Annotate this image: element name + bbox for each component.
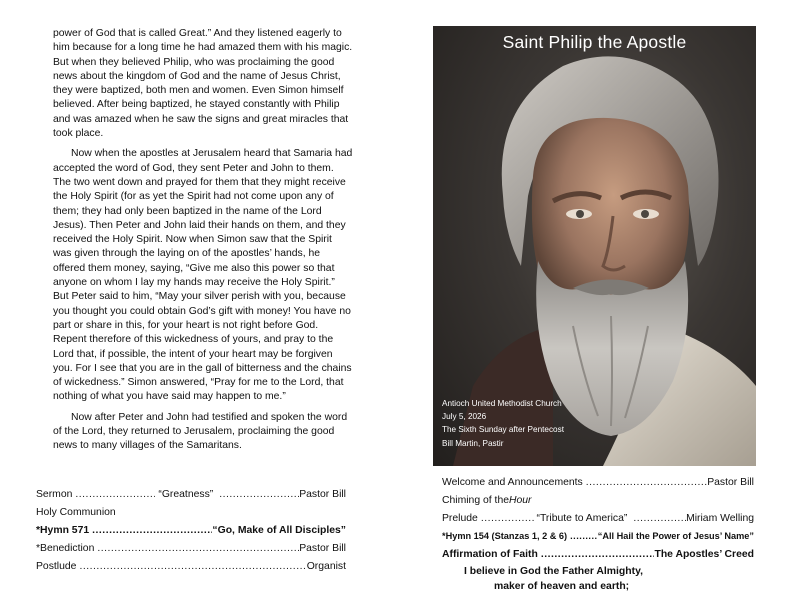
creed-line: I believe in God the Father Almighty, <box>464 566 643 577</box>
sermon-label: Sermon <box>36 489 73 500</box>
affirmation-label: Affirmation of Faith <box>442 549 538 560</box>
hymn-label: *Hymn 571 <box>36 525 90 536</box>
postlude-row <box>36 561 346 579</box>
postlude-leader: Organist <box>306 561 346 572</box>
dot-leader <box>94 543 299 554</box>
postlude-label: Postlude <box>36 561 77 572</box>
prelude-title: “Tribute to America” <box>536 513 628 524</box>
cover-image <box>433 26 756 466</box>
communion-label: Holy Communion <box>36 507 116 518</box>
affirmation-title: The Apostles’ Creed <box>654 549 754 560</box>
hymn-title: “Go, Make of All Disciples” <box>212 525 346 536</box>
church-name: Antioch United Methodist Church <box>442 399 562 408</box>
hymn-row <box>442 531 754 549</box>
welcome-row <box>442 477 754 495</box>
scripture-paragraph: Now after Peter and John had testified and spoken the word of the Lord, they returned to Jerusalem, proclaiming the good news to many villages of the Samaritans. <box>53 411 348 452</box>
creed-line: maker of heaven and earth; <box>494 581 630 592</box>
dot-leader <box>216 489 299 500</box>
dot-leader <box>567 531 598 541</box>
dot-leader <box>478 513 534 524</box>
chiming-label: Chiming of the <box>442 495 509 506</box>
communion-row <box>36 507 346 525</box>
dot-leader <box>630 513 686 524</box>
welcome-label: Welcome and Announcements <box>442 477 583 488</box>
prelude-row <box>442 513 754 531</box>
pastor-name: Bill Martin, Pastir <box>442 438 504 448</box>
dot-leader <box>89 525 212 536</box>
sermon-leader: Pastor Bill <box>299 489 346 500</box>
hymn-title: “All Hail the Power of Jesus’ Name” <box>597 531 754 541</box>
cover-title: Saint Philip the Apostle <box>502 32 687 52</box>
dot-leader <box>72 489 155 500</box>
sermon-row <box>36 489 346 507</box>
liturgical-occasion: The Sixth Sunday after Pentecost <box>442 425 564 435</box>
order-of-worship-left <box>36 489 346 579</box>
benediction-row <box>36 543 346 561</box>
benediction-label: *Benediction <box>36 543 95 554</box>
hymn-row <box>36 525 346 543</box>
cover-service-info <box>442 397 564 450</box>
scripture-paragraph: Now when the apostles at Jerusalem heard that Samaria had accepted the word of God, they sent Peter and John to them. The two went down and prayed for them that they might receive the Holy Spirit (for as yet the Spirit had not come upon any of them; they had only been baptized in the name of the Lord Jesus). Then Peter and John laid their hands on them, and they received the Holy Spirit. Now when Simon saw that the Spirit was given through the laying on of the apostles’ hands, he offered them money, saying, “Give me also this power so that anyone on whom I lay my hands may receive the Holy Spirit.” But Peter said to him, “May your silver perish with you, because you thought you could obtain God’s gift with money! You have no part or share in this, for your heart is not right before God. Repent therefore of this wickedness of yours, and pray to the Lord that, if possible, the intent of your heart may be forgiven you. For I see that you are in the gall of bitterness and the chains of wickedness.” Simon answered, “Pray for me to the Lord, that nothing of what you have said may happen to me.” <box>53 148 353 403</box>
welcome-leader: Pastor Bill <box>707 477 754 488</box>
affirmation-row <box>442 549 754 566</box>
dot-leader <box>538 549 655 560</box>
sermon-title: “Greatness” <box>158 489 214 500</box>
dot-leader <box>583 477 707 488</box>
chiming-row <box>442 495 754 513</box>
order-of-worship-right <box>442 477 754 596</box>
benediction-leader: Pastor Bill <box>299 543 346 554</box>
dot-leader <box>76 561 306 572</box>
prelude-label: Prelude <box>442 513 478 524</box>
scripture-reading <box>53 27 353 454</box>
chiming-label-italic: Hour <box>509 495 532 506</box>
scripture-paragraph: power of God that is called Great.” And they listened eagerly to him because for a long time he had amazed them with his magic. But when they believed Philip, who was proclaiming the good news about the kingdom of God and the name of Jesus Christ, they were baptized, both men and women. Even Simon himself believed. After being baptized, he stayed constantly with Philip and was amazed when he saw the signs and great miracles that took place. <box>53 28 353 140</box>
hymn-label: *Hymn 154 (Stanzas 1, 2 & 6) <box>442 531 568 541</box>
service-date: July 5, 2026 <box>442 412 487 422</box>
prelude-leader: Miriam Welling <box>686 513 754 524</box>
